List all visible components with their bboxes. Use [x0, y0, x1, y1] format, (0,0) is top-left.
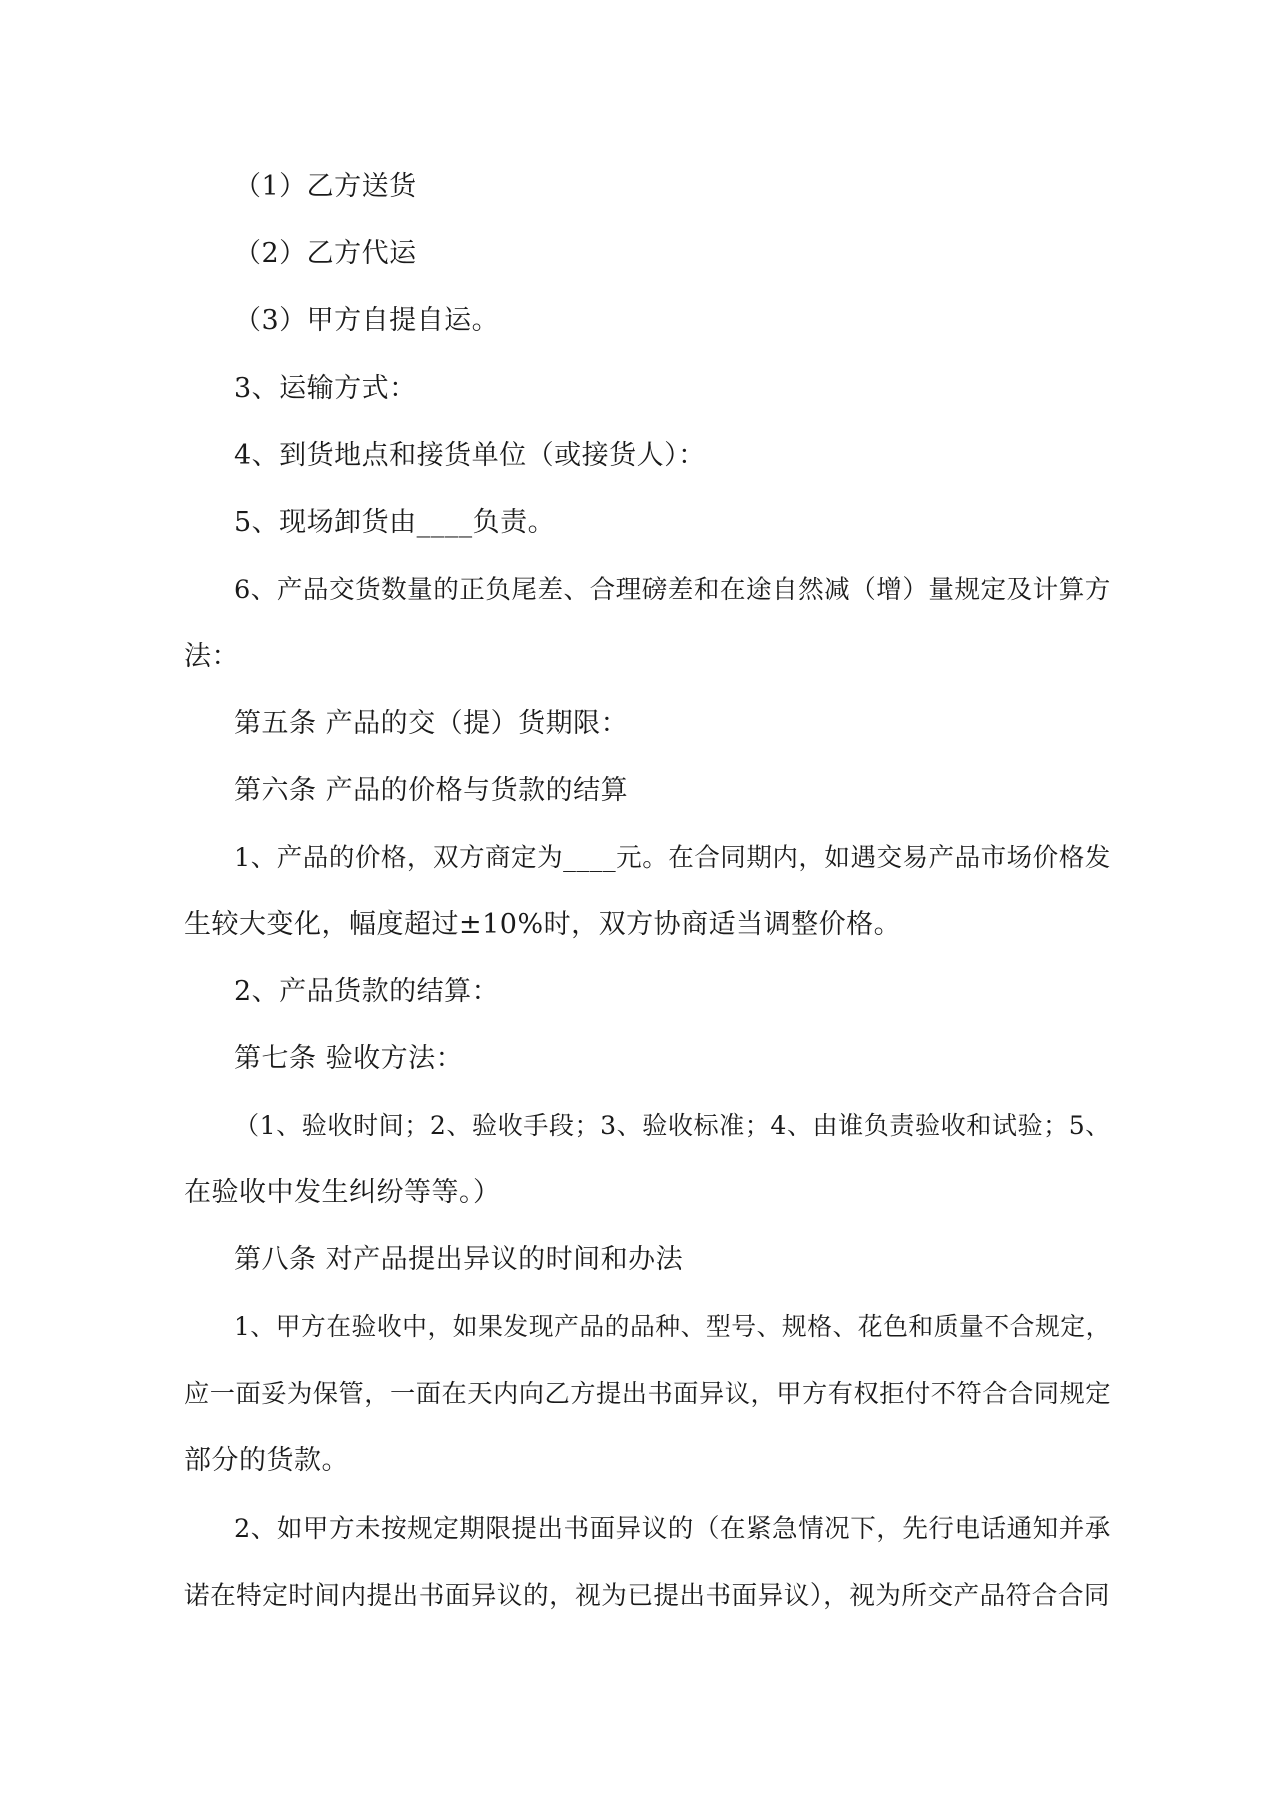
text-line: 5、现场卸货由____负责。: [234, 507, 556, 538]
text-line: 部分的货款。: [184, 1445, 349, 1476]
text-line: 第七条 验收方法：: [234, 1043, 464, 1074]
text-line: 生较大变化，幅度超过±10%时，双方协商适当调整价格。: [184, 909, 902, 940]
text-line: 第六条 产品的价格与货款的结算: [234, 775, 629, 806]
text-line: 应一面妥为保管，一面在天内向乙方提出书面异议，甲方有权拒付不符合合同规定: [184, 1379, 1111, 1408]
text-line: 2、产品货款的结算：: [234, 976, 500, 1007]
text-line: 2、如甲方未按规定期限提出书面异议的（在紧急情况下，先行电话通知并承: [234, 1514, 1111, 1544]
text-line: 第五条 产品的交（提）货期限：: [234, 708, 629, 739]
text-line: 6、产品交货数量的正负尾差、合理磅差和在途自然减（增）量规定及计算方: [234, 575, 1111, 605]
text-line: 诺在特定时间内提出书面异议的，视为已提出书面异议），视为所交产品符合合同: [184, 1581, 1111, 1611]
text-line: 1、甲方在验收中，如果发现产品的品种、型号、规格、花色和质量不合规定，: [234, 1312, 1111, 1341]
text-line: （1、验收时间；2、验收手段；3、验收标准；4、由谁负责验收和试验；5、: [234, 1111, 1111, 1140]
text-line: 4、到货地点和接货单位（或接货人）：: [234, 440, 706, 471]
text-line: 1、产品的价格，双方商定为____元。在合同期内，如遇交易产品市场价格发: [234, 843, 1111, 873]
text-line: （1）乙方送货: [234, 171, 417, 202]
text-line: 在验收中发生纠纷等等。）: [184, 1177, 501, 1208]
text-line: 法：: [184, 641, 239, 672]
text-line: 第八条 对产品提出异议的时间和办法: [234, 1244, 684, 1275]
text-line: （2）乙方代运: [234, 238, 417, 269]
text-line: （3）甲方自提自运。: [234, 305, 500, 336]
text-line: 3、运输方式：: [234, 373, 417, 404]
